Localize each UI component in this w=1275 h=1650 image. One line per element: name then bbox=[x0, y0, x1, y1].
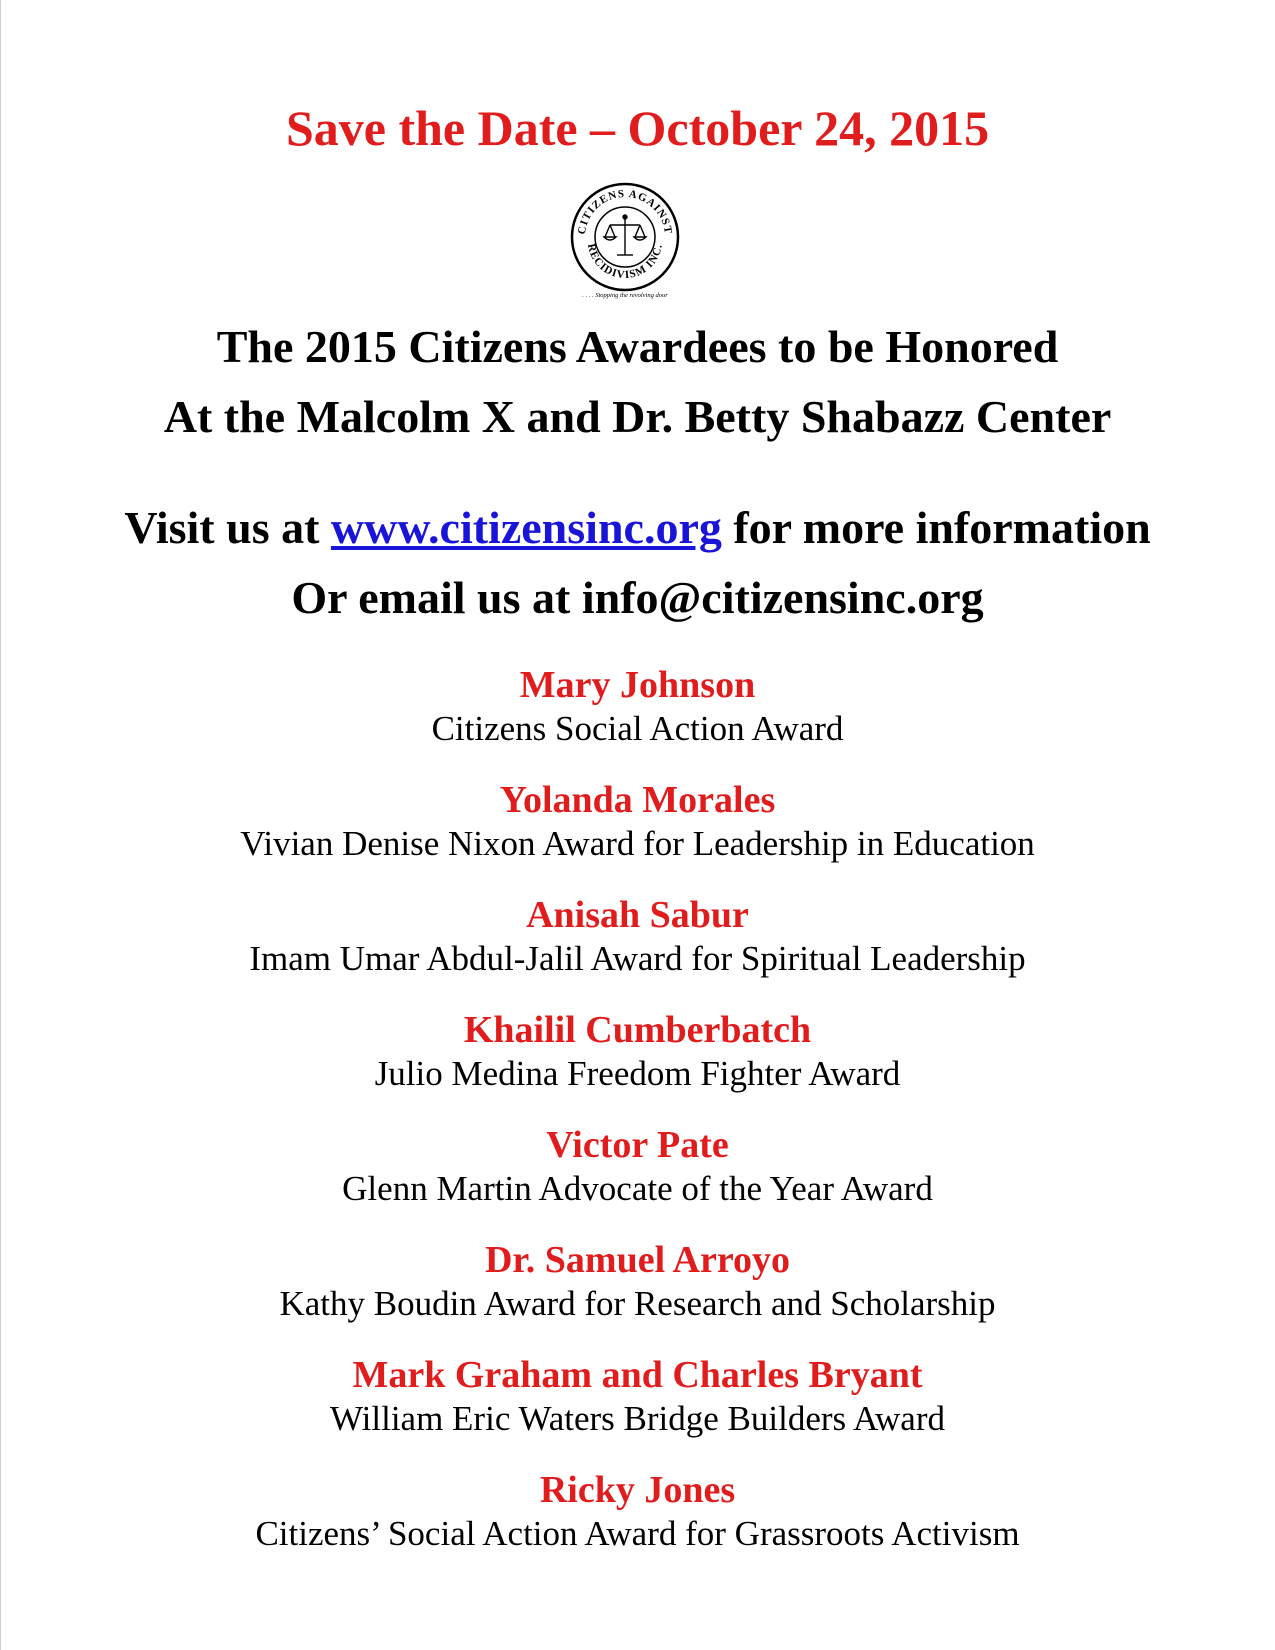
awardee-name: Mary Johnson bbox=[519, 664, 756, 706]
awardee-name: Dr. Samuel Arroyo bbox=[484, 1239, 791, 1281]
award-title: Imam Umar Abdul-Jalil Award for Spiritual Leadership bbox=[249, 939, 1026, 978]
awardee-name: Ricky Jones bbox=[539, 1469, 736, 1511]
headline-line-2: At the Malcolm X and Dr. Betty Shabazz Center bbox=[163, 391, 1112, 442]
award-title: Glenn Martin Advocate of the Year Award bbox=[342, 1169, 933, 1208]
logo-top-text: CITIZENS AGAINST bbox=[575, 187, 675, 236]
citizens-against-recidivism-logo bbox=[563, 175, 688, 300]
visit-suffix: for more information bbox=[721, 502, 1151, 553]
website-link[interactable]: www.citizensinc.org bbox=[330, 502, 722, 553]
awardee-name: Yolanda Morales bbox=[499, 779, 776, 821]
award-title: Citizens Social Action Award bbox=[431, 709, 844, 748]
awardee-name: Anisah Sabur bbox=[526, 894, 749, 936]
logo-bottom-text: RECIDIVISM INC. bbox=[584, 242, 665, 282]
contact-website-line bbox=[0, 500, 1275, 556]
award-title: William Eric Waters Bridge Builders Award bbox=[330, 1399, 945, 1438]
awardee-item bbox=[0, 1468, 1275, 1583]
awardee-name: Mark Graham and Charles Bryant bbox=[352, 1354, 923, 1396]
award-title: Kathy Boudin Award for Research and Scholarship bbox=[279, 1284, 996, 1323]
awardees-list bbox=[0, 663, 1275, 1583]
awardee-item bbox=[0, 893, 1275, 1008]
awardee-item bbox=[0, 1123, 1275, 1238]
visit-prefix: Visit us at bbox=[124, 502, 331, 553]
award-title: Citizens’ Social Action Award for Grassroots Activism bbox=[255, 1514, 1020, 1553]
awardee-item bbox=[0, 1353, 1275, 1468]
awardee-item bbox=[0, 663, 1275, 778]
page-title: Save the Date – October 24, 2015 bbox=[285, 100, 990, 156]
awardee-name: Khailil Cumberbatch bbox=[463, 1009, 812, 1051]
award-title: Vivian Denise Nixon Award for Leadership in Education bbox=[240, 824, 1035, 863]
awardee-item bbox=[0, 778, 1275, 893]
awardee-item bbox=[0, 1238, 1275, 1353]
award-title: Julio Medina Freedom Fighter Award bbox=[374, 1054, 901, 1093]
contact-email-line: Or email us at info@citizensinc.org bbox=[291, 572, 984, 623]
awardee-name: Victor Pate bbox=[546, 1124, 729, 1166]
awardee-item bbox=[0, 1008, 1275, 1123]
headline-line-1: The 2015 Citizens Awardees to be Honored bbox=[216, 321, 1059, 372]
logo-tagline: . . . . Stopping the revolving door bbox=[582, 292, 668, 299]
scales-icon bbox=[604, 215, 646, 255]
